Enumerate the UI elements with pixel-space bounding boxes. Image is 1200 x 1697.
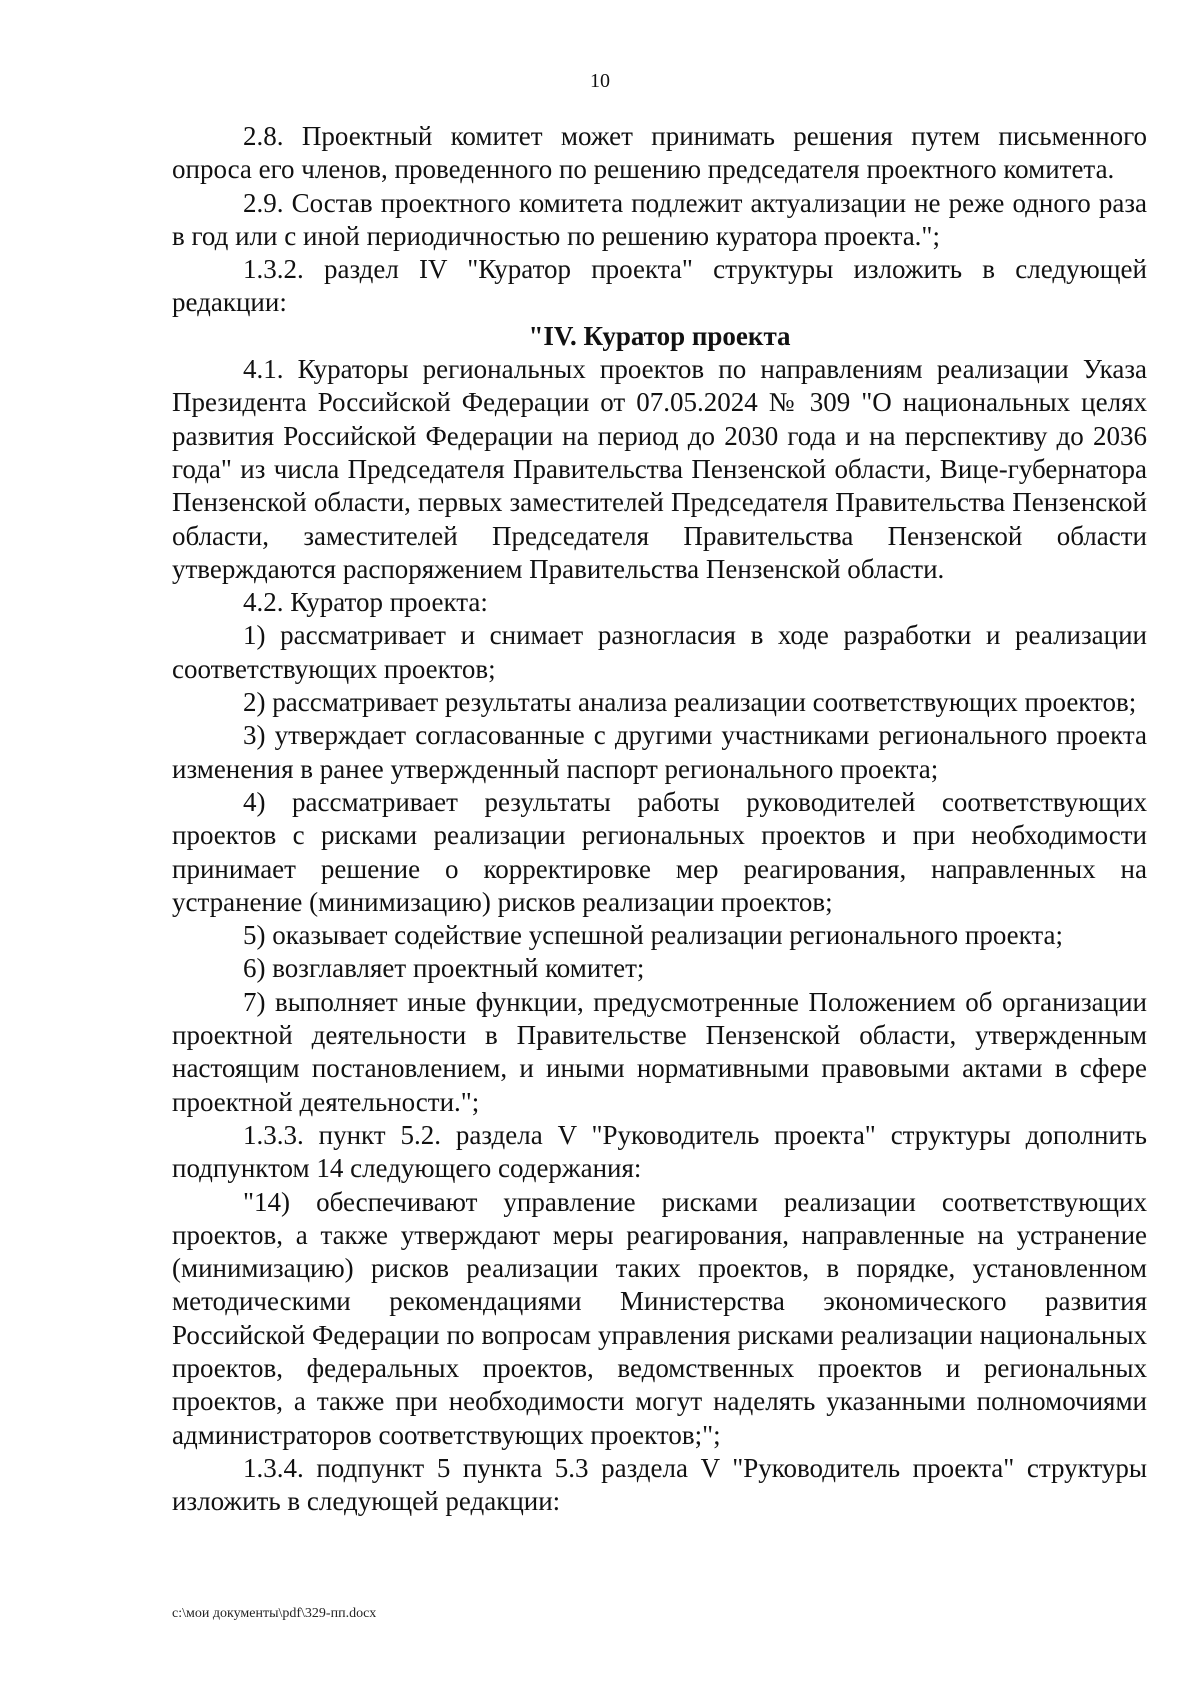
paragraph-4-1: 4.1. Кураторы региональных проектов по направлениям реализации Указа Президента Российской Федерации от 07.05.2024 № 309 "О национальных целях развития Российской Федерации на период до 2030 года и на перспективу до 2036 года" из числа Председателя Правительства Пензенской области, Вице-губернатора Пензенской области, первых заместителей Председателя Правительства Пензенской области, заместителей Председателя Правительства Пензенской области утверждаются распоряжением Правительства Пензенской области. (172, 354, 1147, 584)
paragraph-1-3-4: 1.3.4. подпункт 5 пункта 5.3 раздела V "Руководитель проекта" структуры изложить в следующей редакции: (172, 1452, 1147, 1517)
paragraph-1-3-3: 1.3.3. пункт 5.2. раздела V "Руководитель проекта" структуры дополнить подпунктом 14 следующего содержания: (172, 1119, 1147, 1184)
list-item-1: 1) рассматривает и снимает разногласия в ходе разработки и реализации соответствующих проектов; (172, 620, 1147, 684)
list-item-4: 4) рассматривает результаты работы руководителей соответствующих проектов с рисками реализации региональных проектов и при необходимости принимает решение о корректировке мер реагирования, направленных на устранение (минимизацию) рисков реализации проектов; (172, 786, 1147, 917)
section-heading: "IV. Куратор проекта (528, 320, 791, 351)
quoted-item-14: "14) обеспечивают управление рисками реализации соответствующих проектов, а также утверждают меры реагирования, направленные на устранение (минимизацию) рисков реализации таких проектов, в порядке, установленном методическими рекомендациями Министерства экономического развития Российской Федерации по вопросам управления рисками реализации национальных проектов, федеральных проектов, ведомственных проектов и региональных проектов, а также при необходимости могут наделять указанными полномочиями администраторов соответствующих проектов;"; (172, 1186, 1147, 1450)
list-item-2: 2) рассматривает результаты анализа реализации соответствующих проектов; (243, 687, 1137, 718)
document-body (172, 120, 1147, 1518)
list-item-7: 7) выполняет иные функции, предусмотренные Положением об организации проектной деятельности в Правительстве Пензенской области, утвержденным настоящим постановлением, и иными нормативными правовыми актами в сфере проектной деятельности."; (172, 986, 1147, 1117)
list-item-3: 3) утверждает согласованные с другими участниками регионального проекта изменения в ранее утвержденный паспорт регионального проекта; (172, 720, 1147, 784)
footer-file-path: c:\мои документы\pdf\329-пп.docx (172, 1606, 377, 1621)
paragraph-4-2: 4.2. Куратор проекта: (243, 587, 488, 618)
list-item-6: 6) возглавляет проектный комитет; (243, 953, 645, 984)
paragraph-2-8: 2.8. Проектный комитет может принимать решения путем письменного опроса его членов, проведенного по решению председателя проектного комитета. (172, 121, 1147, 185)
list-item-5: 5) оказывает содействие успешной реализации регионального проекта; (243, 920, 1064, 951)
paragraph-1-3-2: 1.3.2. раздел IV "Куратор проекта" структуры изложить в следующей редакции: (172, 254, 1147, 318)
paragraph-2-9: 2.9. Состав проектного комитета подлежит актуализации не реже одного раза в год или с иной периодичностью по решению куратора проекта."; (172, 187, 1147, 251)
page-number: 10 (590, 70, 610, 92)
